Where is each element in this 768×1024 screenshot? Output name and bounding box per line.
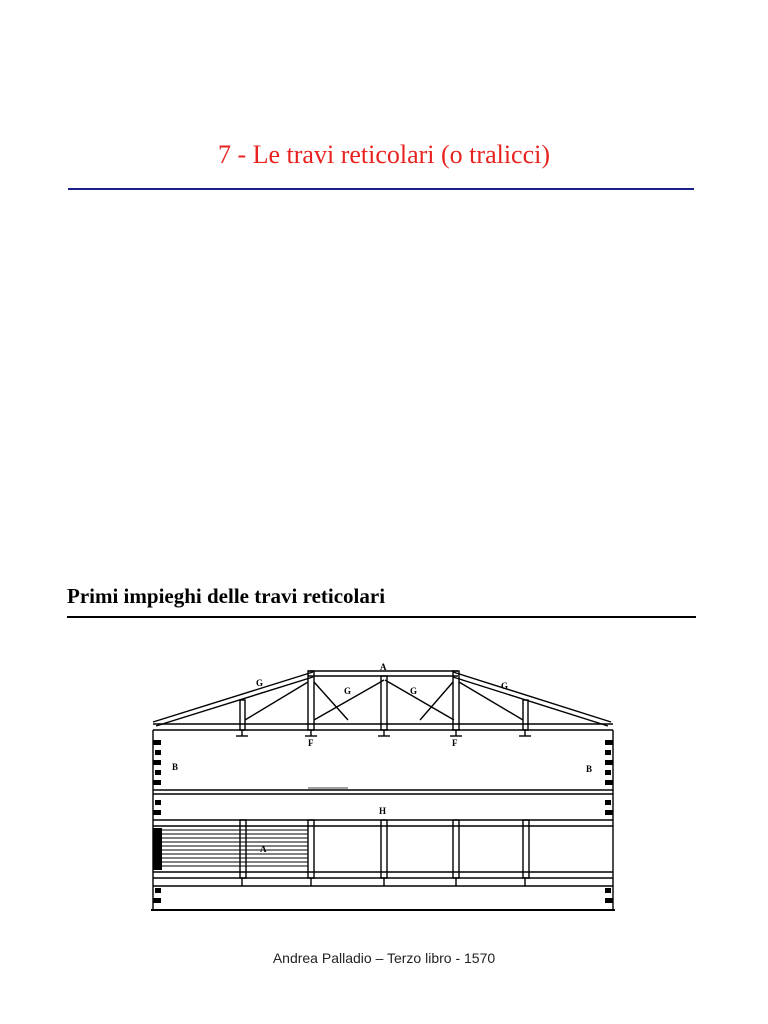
brace-mid-left [314, 682, 348, 720]
post-center [381, 676, 387, 730]
label-g-right-outer: G [501, 681, 509, 691]
palladio-truss-illustration [148, 660, 618, 916]
plan-post-4 [453, 820, 459, 878]
label-a-top: A [380, 662, 387, 672]
post-outer-left [240, 700, 245, 730]
section-title: Primi impieghi delle travi reticolari [67, 584, 386, 608]
plank-hatching [162, 830, 308, 866]
section-divider [67, 616, 696, 618]
plan-post-3 [381, 820, 387, 878]
label-f-left: F [308, 738, 314, 748]
brace-right [385, 680, 454, 720]
label-g-right-inner: G [410, 686, 418, 696]
label-f-right: F [452, 738, 458, 748]
plan-post-1 [240, 820, 246, 878]
post-right [453, 671, 459, 730]
right-rafter-inner [453, 677, 608, 726]
plan-post-5 [523, 820, 529, 878]
left-rafter-inner [156, 677, 313, 726]
page-title: 7 - Le travi reticolari (o tralicci) [217, 140, 551, 169]
post-left [308, 671, 314, 730]
label-g-left-outer: G [256, 678, 264, 688]
truss-drawing [148, 660, 618, 916]
right-rafter [453, 672, 611, 722]
post-outer-right [523, 700, 528, 730]
title-divider [68, 188, 694, 190]
label-a-plan: A [260, 844, 267, 854]
figure-caption: Andrea Palladio – Terzo libro - 1570 [272, 950, 496, 966]
brace-mid-right [420, 682, 453, 720]
label-h-mid: H [379, 806, 387, 816]
plan-post-2 [308, 820, 314, 878]
label-b-right: B [586, 764, 593, 774]
brace-outer-right [459, 682, 523, 720]
left-rafter [153, 672, 313, 722]
label-g-left-inner: G [344, 686, 352, 696]
label-b-left: B [172, 762, 179, 772]
